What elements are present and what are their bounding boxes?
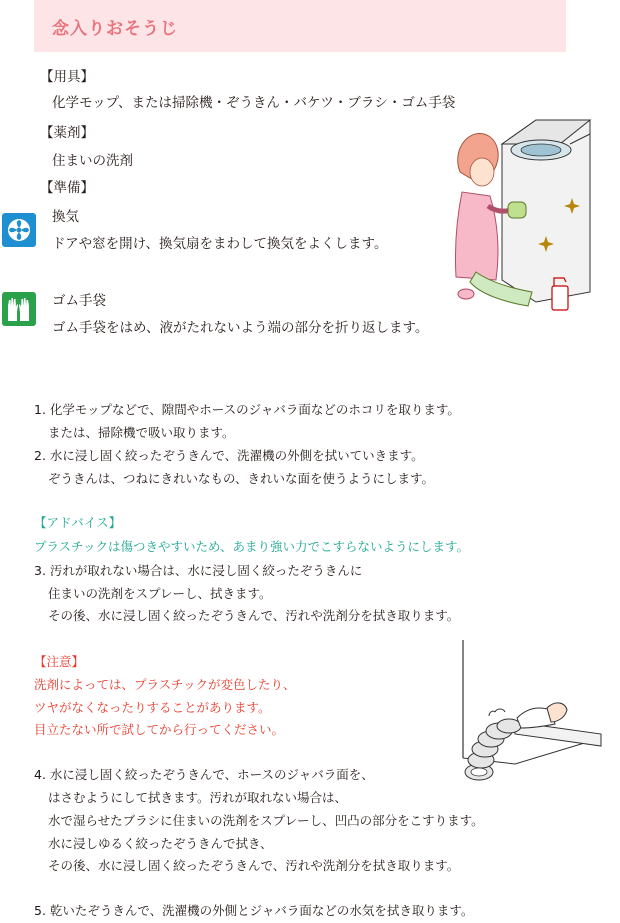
tools-heading: 【用具】: [40, 69, 94, 85]
tools-text: 化学モップ、または掃除機・ぞうきん・バケツ・ブラシ・ゴム手袋: [52, 95, 456, 111]
rubber-gloves-icon: [2, 292, 36, 326]
gloves-title: ゴム手袋: [52, 293, 106, 309]
ventilation-text: ドアや窓を開け、換気扇をまわして換気をよくします。: [52, 236, 388, 252]
step-3-line-1: 3. 汚れが取れない場合は、水に浸し固く絞ったぞうきんに: [34, 563, 363, 578]
caution-line-1: 洗剤によっては、プラスチックが変色したり、: [34, 677, 296, 692]
ventilation-title: 換気: [52, 209, 79, 225]
hose-cleaning-illustration: [455, 638, 605, 788]
chemicals-text: 住まいの洗剤: [52, 153, 133, 169]
step-1-line-1: 1. 化学モップなどで、隙間やホースのジャバラ面などのホコリを取ります。: [34, 402, 460, 417]
advice-text: プラスチックは傷つきやすいため、あまり強い力でこすらないようにします。: [34, 539, 470, 554]
step-4-line-4: 水に浸しゆるく絞ったぞうきんで拭き、: [48, 836, 273, 851]
step-4-line-5: その後、水に浸し固く絞ったぞうきんで、汚れや洗剤分を拭き取ります。: [48, 858, 460, 873]
step-2-line-1: 2. 水に浸し固く絞ったぞうきんで、洗濯機の外側を拭いていきます。: [34, 448, 424, 463]
step-3-line-2: 住まいの洗剤をスプレーし、拭きます。: [48, 586, 272, 601]
step-3-line-3: その後、水に浸し固く絞ったぞうきんで、汚れや洗剤分を拭き取ります。: [48, 608, 460, 623]
prep-heading: 【準備】: [40, 180, 94, 196]
advice-heading: 【アドバイス】: [34, 515, 122, 530]
step-4-line-3: 水で湿らせたブラシに住まいの洗剤をスプレーし、凹凸の部分をこすります。: [48, 813, 484, 828]
gloves-text: ゴム手袋をはめ、液がたれないよう端の部分を折り返します。: [52, 320, 429, 336]
step-1-line-2: または、掃除機で吸い取ります。: [48, 425, 235, 440]
step-2-line-2: ぞうきんは、つねにきれいなもの、きれいな面を使うようにします。: [48, 471, 435, 486]
section-header: [34, 0, 566, 52]
caution-line-3: 目立たない所で試してから行ってください。: [34, 722, 285, 737]
caution-heading: 【注意】: [34, 654, 85, 669]
step-4-line-2: はさむようにして拭きます。汚れが取れない場合は、: [48, 790, 348, 805]
ventilation-fan-icon: [2, 213, 36, 247]
chemicals-heading: 【薬剤】: [40, 125, 94, 141]
page-title: 念入りおそうじ: [52, 19, 178, 39]
step-4-line-1: 4. 水に浸し固く絞ったぞうきんで、ホースのジャバラ面を、: [34, 767, 374, 782]
caution-line-2: ツヤがなくなったりすることがあります。: [34, 700, 271, 715]
woman-cleaning-washer-illustration: [440, 112, 620, 317]
step-5-line-1: 5. 乾いたぞうきんで、洗濯機の外側とジャバラ面などの水気を拭き取ります。: [34, 903, 474, 918]
